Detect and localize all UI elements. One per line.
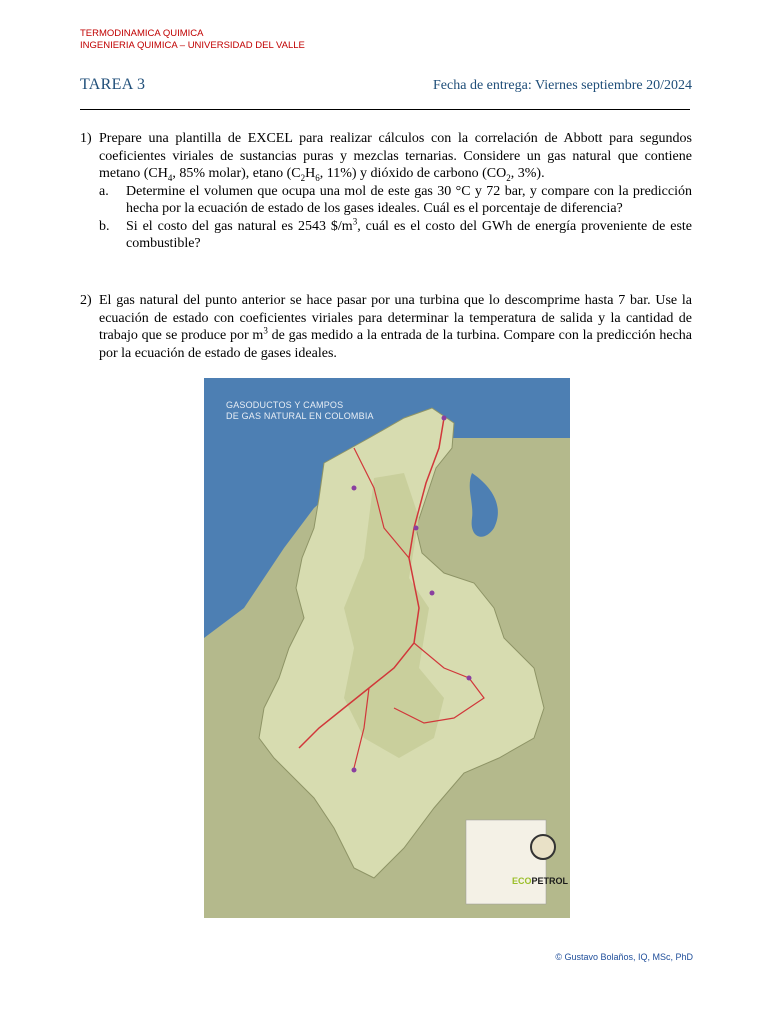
composition-text: metano ($CH_4$, 85% molar), etano ($C_2H_6$, 11%) y dióxido de carbono ($CO_2$, 3%).: [99, 166, 545, 183]
title-row: [80, 76, 692, 96]
subquestion-text: Determine el volumen que ocupa una mol de este gas 30 °C y 72 bar, y compare con la predicción hecha por la ecuación de estado de los gases ideales. Cuál es el porcentaje de diferencia?: [126, 183, 692, 216]
gas-field-marker: [352, 768, 357, 773]
assignment-title: TAREA 3: [80, 76, 146, 93]
subquestion-b: [99, 215, 692, 253]
question-body: [99, 130, 692, 183]
question-number: 2): [80, 293, 92, 308]
question-1: [80, 130, 692, 253]
question-intro: Prepare una plantilla de EXCEL para realizar cálculos con la correlación de Abbott para segundos coeficientes viriales de sustancias puras y mezclas ternarias. Considere un gas natural que contiene: [99, 131, 692, 164]
gas-pipeline-map: [204, 378, 570, 918]
institution-name: INGENIERIA QUIMICA – UNIVERSIDAD DEL VALLE: [80, 40, 305, 51]
subquestion-a: [99, 183, 692, 218]
gas-field-marker: [467, 676, 472, 681]
question-number: 1): [80, 131, 92, 146]
due-date: Fecha de entrega: Viernes septiembre 20/2024: [433, 78, 692, 93]
subquestion-letter: a.: [99, 183, 109, 199]
gas-field-marker: [442, 416, 447, 421]
gas-field-marker: [414, 526, 419, 531]
title-divider: [80, 109, 690, 110]
author-credit: © Gustavo Bolaños, IQ, MSc, PhD: [555, 952, 693, 962]
gas-field-marker: [352, 486, 357, 491]
document-header: [80, 28, 305, 52]
compass-icon: [530, 834, 556, 860]
legend-box: [466, 820, 546, 904]
question-body: El gas natural del punto anterior se hace pasar por una turbina que lo descomprime hasta 7 bar. Use la ecuación de estado con coeficientes viriales para determinar la temperatura de salida y la cantidad de trabajo que se produce por $m^3$ de gas medido a la entrada de la turbina. Compare con la predicción hecha por la ecuación de estado de gases ideales.: [99, 293, 692, 361]
subquestion-letter: b.: [99, 218, 110, 234]
subquestion-text: Si el costo del gas natural es 2543 $\$/m^3$, cuál es el costo del GWh de energía proveniente de este combustible?: [126, 215, 692, 251]
gas-field-marker: [430, 591, 435, 596]
course-name: TERMODINAMICA QUIMICA: [80, 28, 204, 39]
ecopetrol-logo: ECOPETROL: [512, 876, 569, 886]
map-title: GASODUCTOS Y CAMPOS DE GAS NATURAL EN COLOMBIA: [226, 400, 374, 421]
map-graphic: [204, 378, 570, 918]
question-2: [80, 292, 692, 362]
